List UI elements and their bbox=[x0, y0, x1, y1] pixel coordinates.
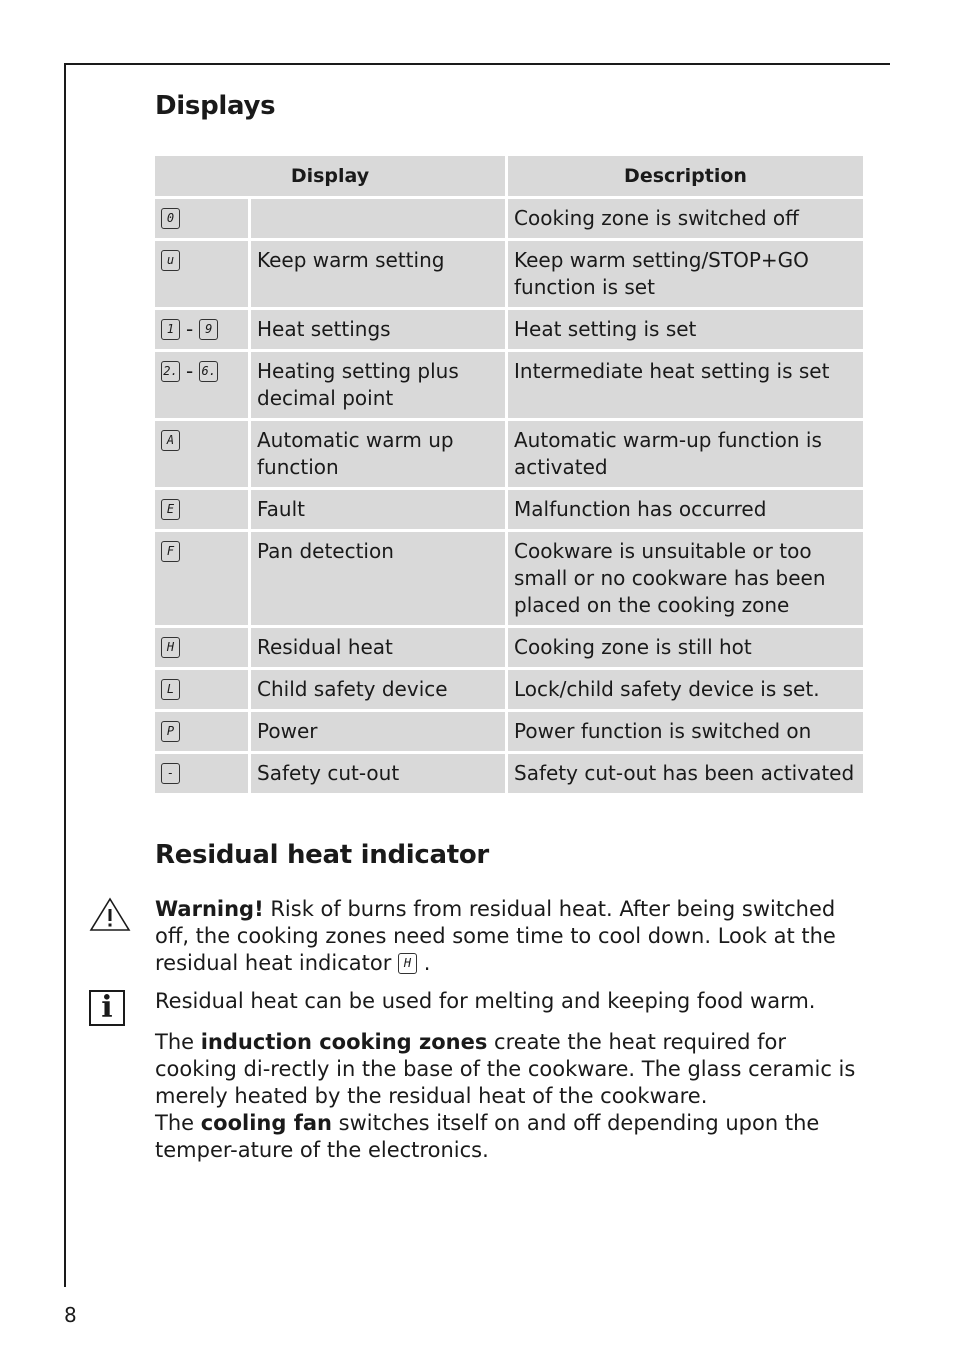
residual-heat-symbol: H bbox=[398, 953, 417, 974]
display-symbol: A bbox=[161, 430, 180, 451]
description-cell: Lock/child safety device is set. bbox=[508, 670, 863, 709]
display-symbol: 2. bbox=[161, 361, 180, 382]
display-name-cell bbox=[251, 199, 505, 238]
display-symbol: - bbox=[161, 763, 180, 784]
induction-text-2: create the heat required for cooking di-rectly in the base of the cookware. The glass ceramic is merely heated by the residual heat of the cookware. bbox=[155, 1030, 856, 1108]
table-row bbox=[155, 199, 863, 238]
table-row bbox=[155, 532, 863, 625]
warning-paragraph bbox=[155, 896, 867, 977]
display-symbol-cell bbox=[155, 754, 248, 793]
display-name-cell: Safety cut-out bbox=[251, 754, 505, 793]
displays-heading: Displays bbox=[155, 91, 276, 121]
display-symbol: 1 bbox=[161, 319, 180, 340]
induction-bold-2: cooling fan bbox=[200, 1111, 332, 1135]
display-symbol-cell bbox=[155, 241, 248, 307]
display-symbol: u bbox=[161, 250, 180, 271]
description-cell: Cooking zone is switched off bbox=[508, 199, 863, 238]
info-paragraph: Residual heat can be used for melting and keeping food warm. bbox=[155, 989, 816, 1013]
description-cell: Intermediate heat setting is set bbox=[508, 352, 863, 418]
display-symbol-cell bbox=[155, 310, 248, 349]
induction-text-3: The bbox=[155, 1111, 201, 1135]
induction-paragraph bbox=[155, 1029, 867, 1164]
display-name-cell: Residual heat bbox=[251, 628, 505, 667]
display-symbol-cell bbox=[155, 712, 248, 751]
display-symbol-cell bbox=[155, 352, 248, 418]
table-row bbox=[155, 712, 863, 751]
warning-text: Risk of burns from residual heat. After being switched off, the cooking zones need some time to cool down. Look at the residual heat indicator bbox=[155, 897, 836, 975]
description-cell: Keep warm setting/STOP+GO function is set bbox=[508, 241, 863, 307]
display-name-cell: Fault bbox=[251, 490, 505, 529]
description-cell: Cooking zone is still hot bbox=[508, 628, 863, 667]
display-symbol-cell bbox=[155, 199, 248, 238]
display-symbol-cell bbox=[155, 670, 248, 709]
induction-bold-1: induction cooking zones bbox=[200, 1030, 488, 1054]
page-number: 8 bbox=[64, 1303, 77, 1327]
frame-top-rule bbox=[64, 63, 890, 65]
induction-text-4: switches itself on and off depending upon the temper-ature of the electronics. bbox=[155, 1111, 820, 1162]
display-symbol-cell bbox=[155, 628, 248, 667]
table-row bbox=[155, 241, 863, 307]
range-dash: - bbox=[186, 317, 194, 341]
displays-table bbox=[152, 153, 866, 796]
frame-left-rule bbox=[64, 63, 66, 1287]
description-cell: Automatic warm-up function is activated bbox=[508, 421, 863, 487]
display-symbol-end: 9 bbox=[199, 319, 218, 340]
display-symbol: P bbox=[161, 721, 180, 742]
display-symbol-cell bbox=[155, 421, 248, 487]
display-name-cell: Keep warm setting bbox=[251, 241, 505, 307]
display-symbol-end: 6. bbox=[199, 361, 218, 382]
description-cell: Malfunction has occurred bbox=[508, 490, 863, 529]
table-row bbox=[155, 310, 863, 349]
display-name-cell: Heating setting plus decimal point bbox=[251, 352, 505, 418]
table-row bbox=[155, 421, 863, 487]
table-row bbox=[155, 352, 863, 418]
table-row bbox=[155, 754, 863, 793]
header-description: Description bbox=[508, 156, 863, 196]
warning-triangle-icon bbox=[88, 896, 132, 934]
warning-label: Warning! bbox=[155, 897, 264, 921]
display-name-cell: Pan detection bbox=[251, 532, 505, 625]
residual-heat-heading: Residual heat indicator bbox=[155, 840, 489, 870]
description-cell: Power function is switched on bbox=[508, 712, 863, 751]
range-dash: - bbox=[186, 359, 194, 383]
induction-text-1: The bbox=[155, 1030, 201, 1054]
header-display: Display bbox=[155, 156, 505, 196]
display-symbol: 0 bbox=[161, 208, 180, 229]
table-row bbox=[155, 490, 863, 529]
display-name-cell: Heat settings bbox=[251, 310, 505, 349]
description-cell: Safety cut-out has been activated bbox=[508, 754, 863, 793]
display-symbol: H bbox=[161, 637, 180, 658]
display-symbol-cell bbox=[155, 532, 248, 625]
display-symbol: E bbox=[161, 499, 180, 520]
table-row bbox=[155, 628, 863, 667]
description-cell: Heat setting is set bbox=[508, 310, 863, 349]
display-name-cell: Automatic warm up function bbox=[251, 421, 505, 487]
display-name-cell: Power bbox=[251, 712, 505, 751]
display-name-cell: Child safety device bbox=[251, 670, 505, 709]
display-symbol: L bbox=[161, 679, 180, 700]
display-symbol: F bbox=[161, 541, 180, 562]
warning-end: . bbox=[417, 951, 431, 975]
display-symbol-cell bbox=[155, 490, 248, 529]
info-icon: i bbox=[89, 990, 125, 1026]
description-cell: Cookware is unsuitable or too small or no cookware has been placed on the cooking zone bbox=[508, 532, 863, 625]
table-row bbox=[155, 670, 863, 709]
